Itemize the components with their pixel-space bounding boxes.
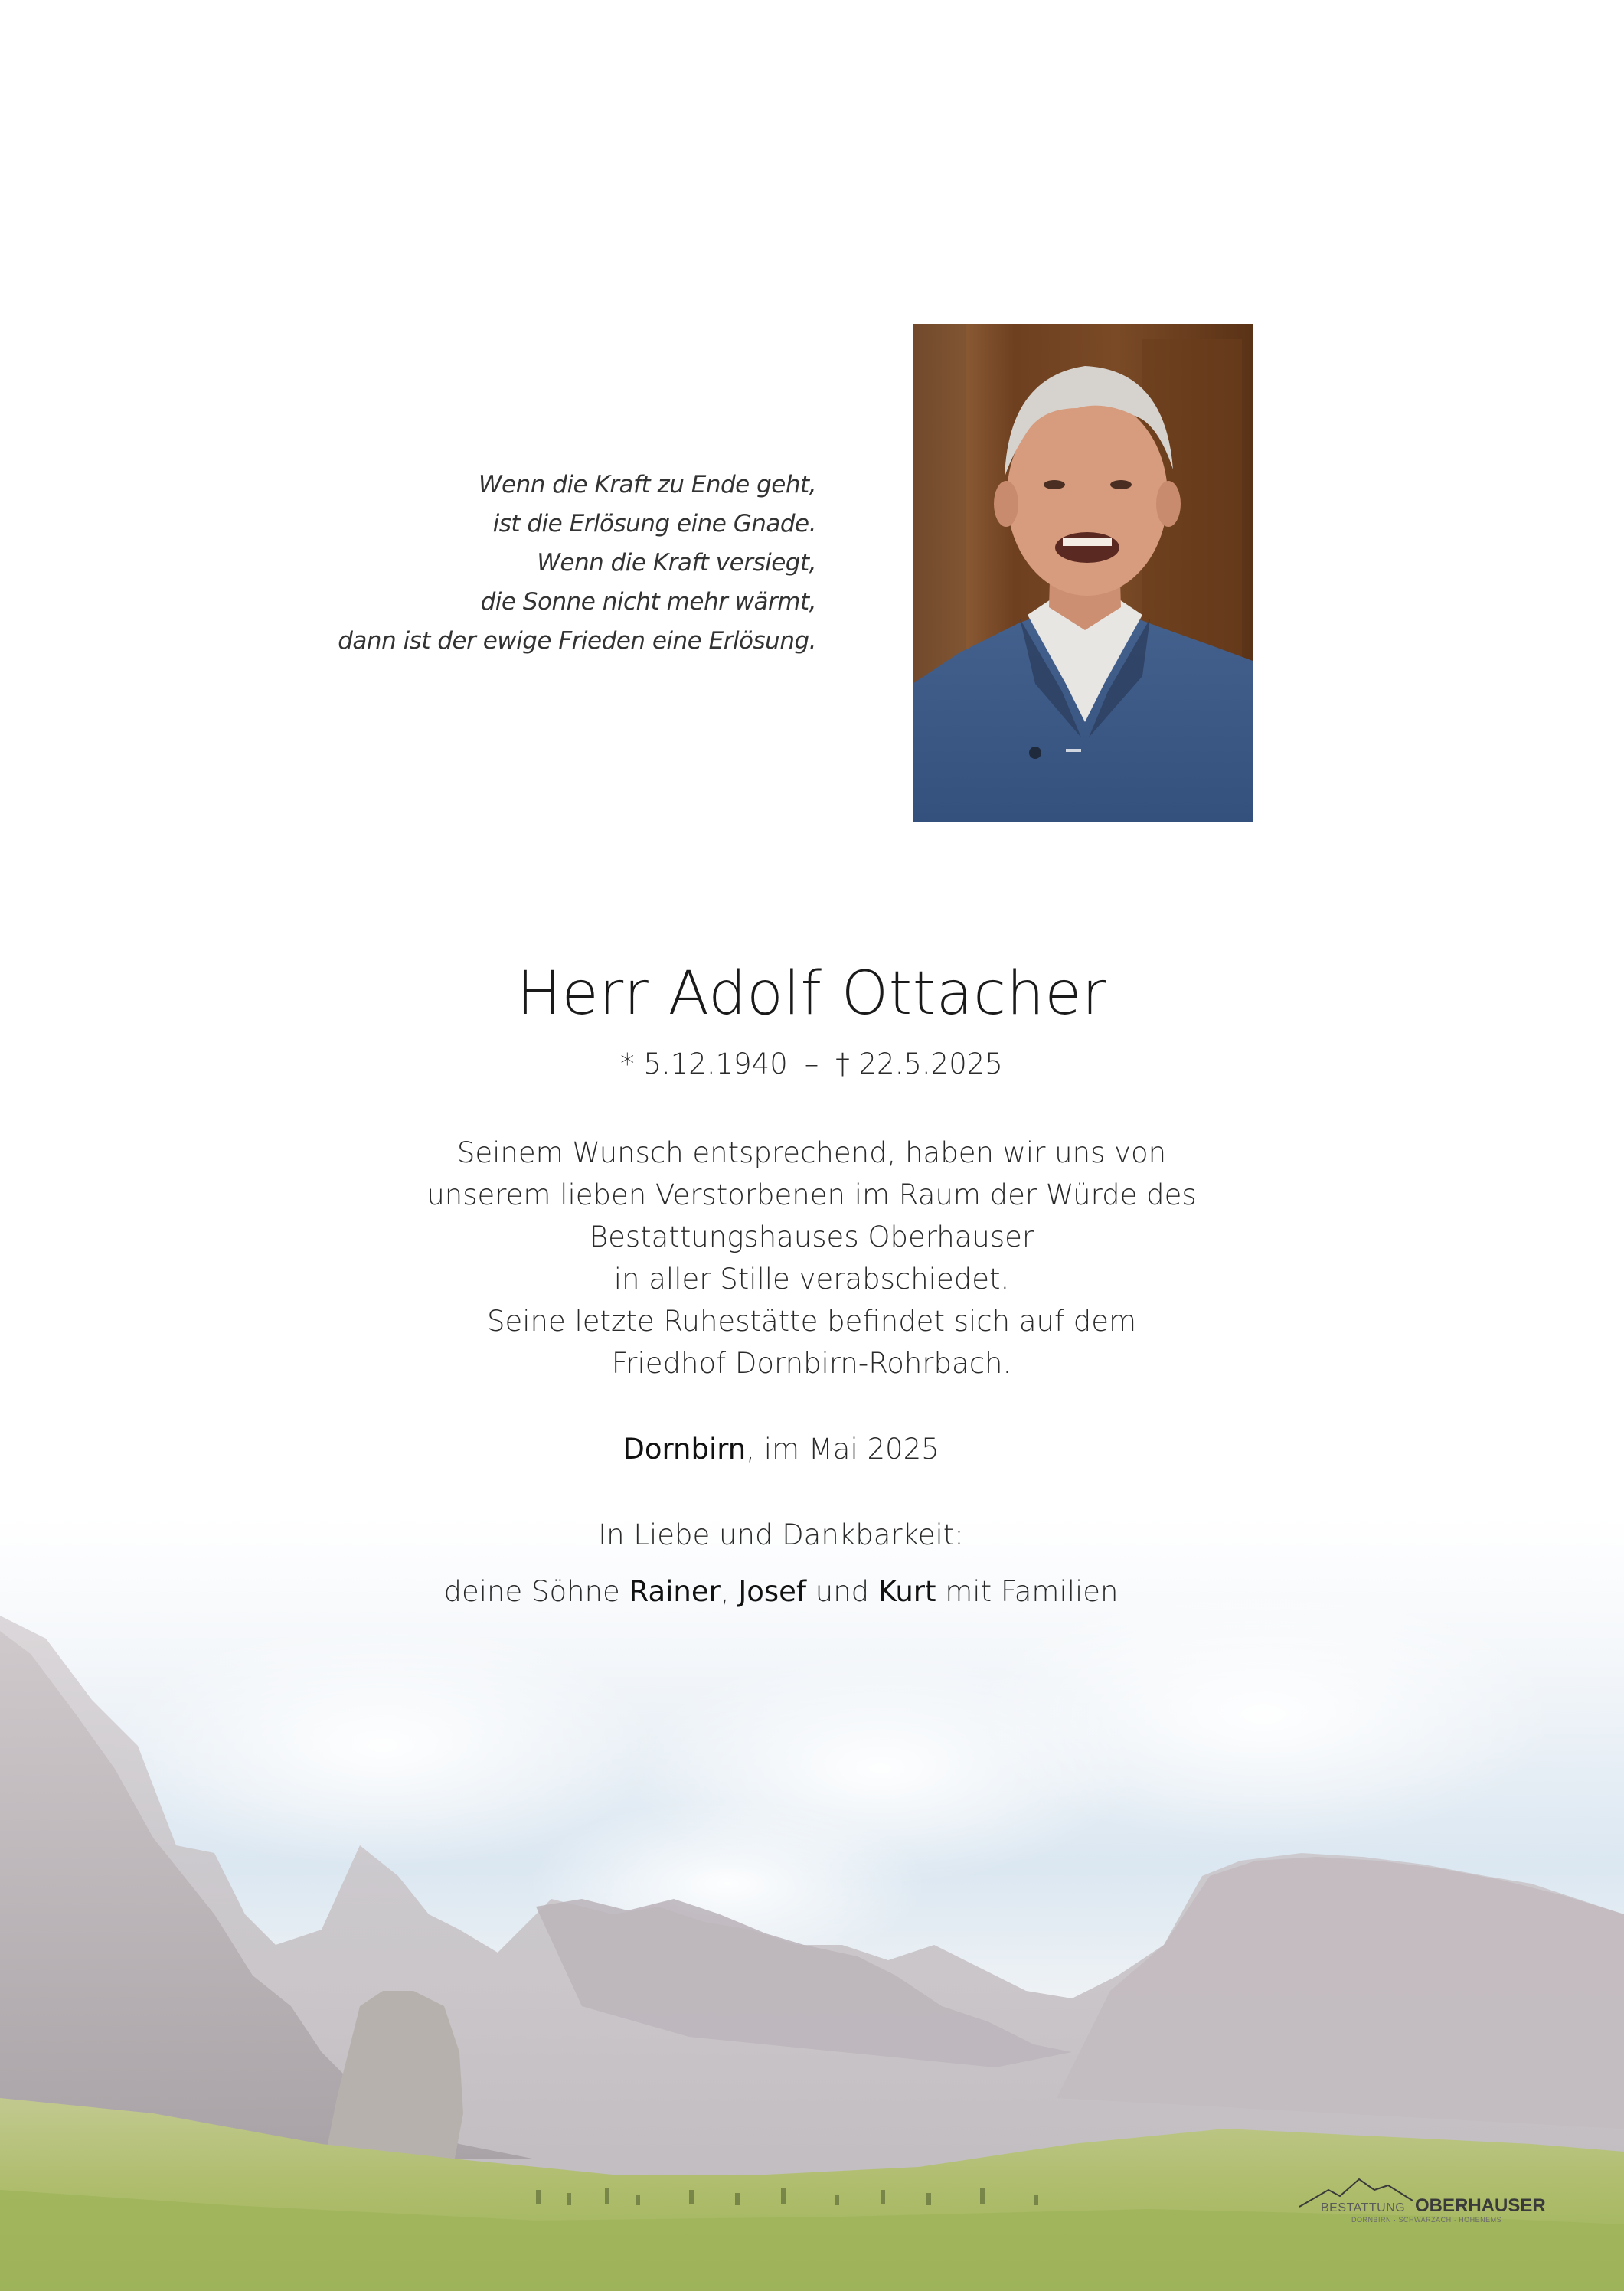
portrait-photo	[913, 324, 1253, 822]
announcement-text	[276, 1132, 1348, 1384]
family-suffix: mit Familien	[936, 1575, 1119, 1608]
place-date-line	[245, 1430, 1317, 1469]
place-name: Dornbirn	[622, 1433, 747, 1466]
date-text: , im Mai 2025	[746, 1433, 939, 1466]
son-name: Rainer	[629, 1575, 721, 1608]
funeral-home-logo	[1298, 2173, 1558, 2227]
date-separator: –	[804, 1047, 819, 1080]
quote-line: dann ist der ewige Frieden eine Erlösung.	[338, 627, 816, 655]
announcement-line: unserem lieben Verstorbenen im Raum der Würde des	[426, 1178, 1197, 1211]
thanks-line: In Liebe und Dankbarkeit:	[598, 1518, 964, 1551]
logo-brand-large: OBERHAUSER	[1415, 2195, 1546, 2216]
family-line	[245, 1573, 1317, 1611]
quote-line: Wenn die Kraft zu Ende geht,	[478, 471, 816, 498]
announcement-line: Friedhof Dornbirn-Rohrbach.	[611, 1347, 1012, 1380]
logo-locations: DORNBIRN · SCHWARZACH · HOHENEMS	[1351, 2216, 1502, 2224]
family-prefix: deine Söhne	[443, 1575, 629, 1608]
memorial-quote	[230, 466, 816, 661]
quote-line: die Sonne nicht mehr wärmt,	[480, 588, 816, 616]
announcement-line: Seinem Wunsch entsprechend, haben wir uns von	[456, 1136, 1167, 1169]
announcement-line: in aller Stille verabschiedet.	[613, 1263, 1010, 1296]
family-separator: ,	[720, 1575, 739, 1608]
announcement-line: Seine letzte Ruhestätte befindet sich auf dem	[486, 1305, 1137, 1338]
family-separator: und	[805, 1575, 878, 1608]
quote-line: ist die Erlösung eine Gnade.	[492, 510, 816, 538]
birth-date: * 5.12.1940	[620, 1047, 788, 1080]
announcement-line: Bestattungshauses Oberhauser	[589, 1221, 1034, 1253]
logo-brand-small: BESTATTUNG	[1321, 2201, 1406, 2214]
son-name: Josef	[738, 1575, 806, 1608]
son-name: Kurt	[877, 1575, 936, 1608]
life-dates	[276, 1045, 1348, 1083]
quote-line: Wenn die Kraft versiegt,	[537, 549, 816, 577]
deceased-name: Herr Adolf Ottacher	[516, 959, 1107, 1028]
death-date: † 22.5.2025	[835, 1047, 1003, 1080]
